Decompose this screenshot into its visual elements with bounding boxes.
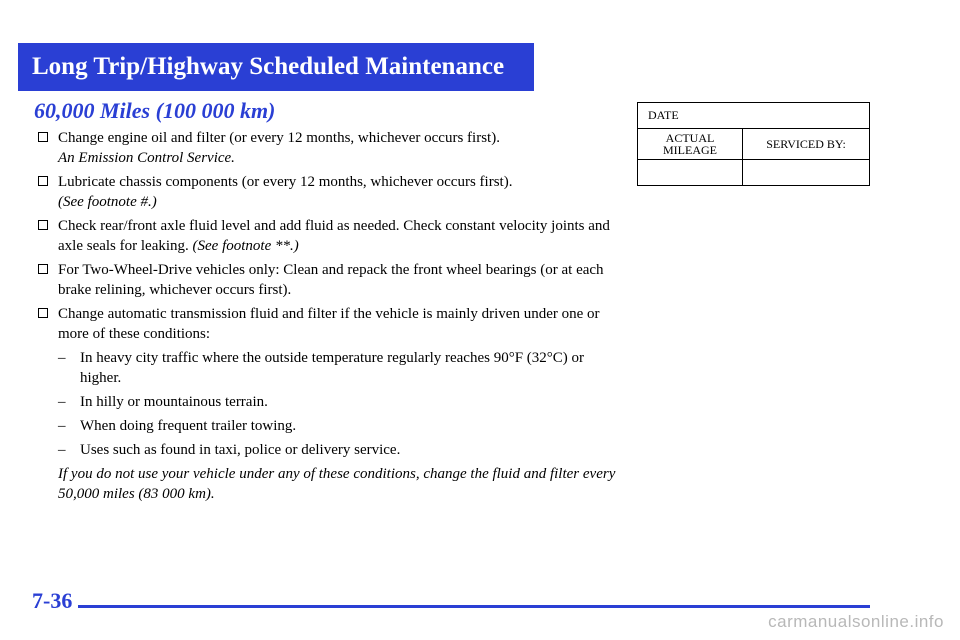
condition-item <box>36 416 616 436</box>
item-text: Change engine oil and filter (or every 12 months, whichever occurs first). <box>58 130 500 146</box>
dash-icon: – <box>58 350 66 366</box>
footer-rule <box>78 605 870 608</box>
serviced-by-entry-cell <box>743 160 870 186</box>
condition-list <box>36 348 616 460</box>
item-note: (See footnote #.) <box>58 194 157 210</box>
list-item <box>36 304 616 344</box>
item-text: Lubricate chassis components (or every 12 months, whichever occurs first). <box>58 174 513 190</box>
condition-text: When doing frequent trailer towing. <box>80 418 297 434</box>
item-note: (See footnote **.) <box>192 238 299 254</box>
list-item <box>36 172 616 212</box>
mileage-entry-cell <box>638 160 743 186</box>
dash-icon: – <box>58 418 66 434</box>
item-text: For Two-Wheel-Drive vehicles only: Clean and repack the front wheel bearings (or at each brake relining, whichever occurs first). <box>58 262 604 298</box>
condition-text: In heavy city traffic where the outside temperature regularly reaches 90°F (32°C) or higher. <box>80 350 585 386</box>
conclusion-note: If you do not use your vehicle under any of these conditions, change the fluid and filter every 50,000 miles (83 000 km). <box>58 466 616 502</box>
condition-item <box>36 440 616 460</box>
condition-text: In hilly or mountainous terrain. <box>80 394 268 410</box>
item-text: Check rear/front axle fluid level and add fluid as needed. Check constant velocity joints and axle seals for leaking. <box>58 218 610 254</box>
checkbox-icon <box>38 176 48 186</box>
list-item <box>36 260 616 300</box>
checkbox-icon <box>38 220 48 230</box>
checkbox-icon <box>38 264 48 274</box>
mileage-label: ACTUAL MILEAGE <box>638 129 743 160</box>
dash-icon: – <box>58 394 66 410</box>
list-item <box>36 128 616 168</box>
service-record-table <box>637 102 870 186</box>
dash-icon: – <box>58 442 66 458</box>
condition-text: Uses such as found in taxi, police or delivery service. <box>80 442 401 458</box>
condition-item <box>36 392 616 412</box>
serviced-by-label: SERVICED BY: <box>743 129 870 160</box>
header-bar <box>18 43 534 91</box>
page-header-title: Long Trip/Highway Scheduled Maintenance <box>32 53 505 80</box>
section-title: 60,000 Miles (100 000 km) <box>34 98 276 123</box>
date-label: DATE <box>638 103 870 129</box>
maintenance-list <box>36 128 616 504</box>
list-item <box>36 216 616 256</box>
item-text: Change automatic transmission fluid and filter if the vehicle is mainly driven under one or more of these conditions: <box>58 306 600 342</box>
item-note: An Emission Control Service. <box>58 150 235 166</box>
page-number: 7-36 <box>32 588 73 613</box>
checkbox-icon <box>38 132 48 142</box>
condition-item <box>36 348 616 388</box>
watermark: carmanualsonline.info <box>768 612 944 631</box>
checkbox-icon <box>38 308 48 318</box>
